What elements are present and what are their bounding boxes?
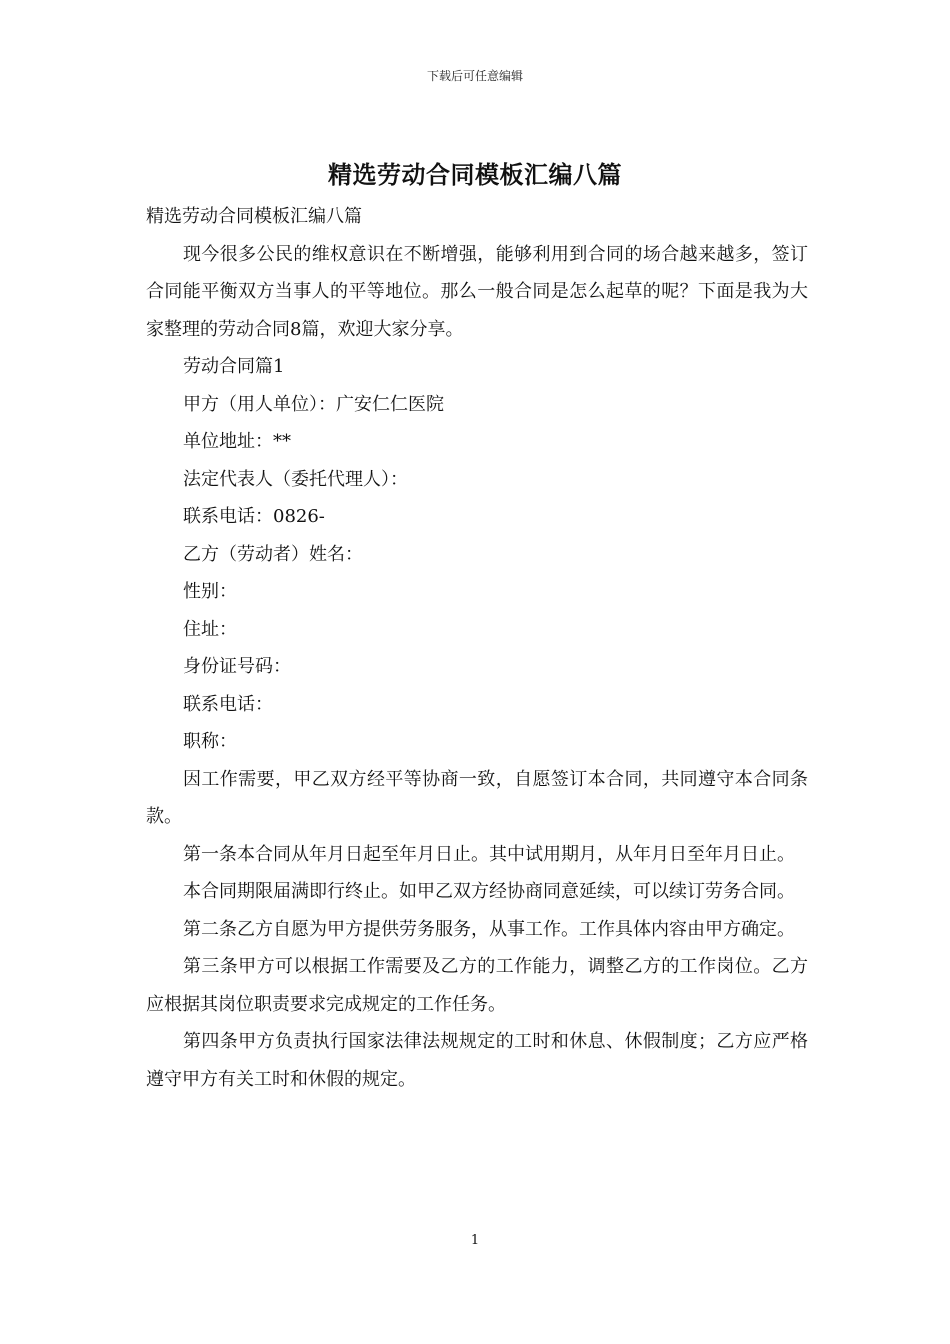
page-number: 1 xyxy=(470,1233,480,1248)
phone-line-b: 联系电话： xyxy=(183,693,273,715)
header-note: 下载后可任意编辑 xyxy=(426,69,523,83)
article-4: 第四条甲方负责执行国家法律法规规定的工时和休息、休假制度；乙方应严格遵守甲方有关工时和休假的规定。 xyxy=(146,1031,808,1090)
article-1-continued: 本合同期限届满即行终止。如甲乙双方经协商同意延续，可以续订劳务合同。 xyxy=(183,881,795,902)
document-body xyxy=(146,198,808,1098)
article-2: 第二条乙方自愿为甲方提供劳务服务，从事工作。工作具体内容由甲方确定。 xyxy=(183,918,795,940)
phone-line-a: 联系电话：0826- xyxy=(183,506,325,527)
section-heading: 劳动合同篇1 xyxy=(183,356,285,377)
article-3: 第三条甲方可以根据工作需要及乙方的工作能力，调整乙方的工作岗位。乙方应根据其岗位职责要求完成规定的工作任务。 xyxy=(146,956,808,1015)
party-a-line: 甲方（用人单位）：广安仁仁医院 xyxy=(183,393,444,415)
residence-line: 住址： xyxy=(183,618,237,640)
article-1: 第一条本合同从年月日起至年月日止。其中试用期月，从年月日至年月日止。 xyxy=(183,843,795,865)
address-line: 单位地址：** xyxy=(183,431,291,452)
party-b-line: 乙方（劳动者）姓名： xyxy=(183,543,363,565)
legal-rep-line: 法定代表人（委托代理人）： xyxy=(183,468,408,490)
paragraph-agreement: 因工作需要，甲乙双方经平等协商一致，自愿签订本合同，共同遵守本合同条款。 xyxy=(146,768,808,827)
title-line: 职称： xyxy=(183,731,237,752)
id-number-line: 身份证号码： xyxy=(183,656,291,677)
gender-line: 性别： xyxy=(183,581,237,602)
document-title: 精选劳动合同模板汇编八篇 xyxy=(328,160,622,189)
paragraph-intro: 现今很多公民的维权意识在不断增强，能够利用到合同的场合越来越多，签订合同能平衡双方当事人的平等地位。那么一般合同是怎么起草的呢？下面是我为大家整理的劳动合同8篇，欢迎大家分享。 xyxy=(146,243,808,340)
document-subtitle: 精选劳动合同模板汇编八篇 xyxy=(146,206,362,227)
